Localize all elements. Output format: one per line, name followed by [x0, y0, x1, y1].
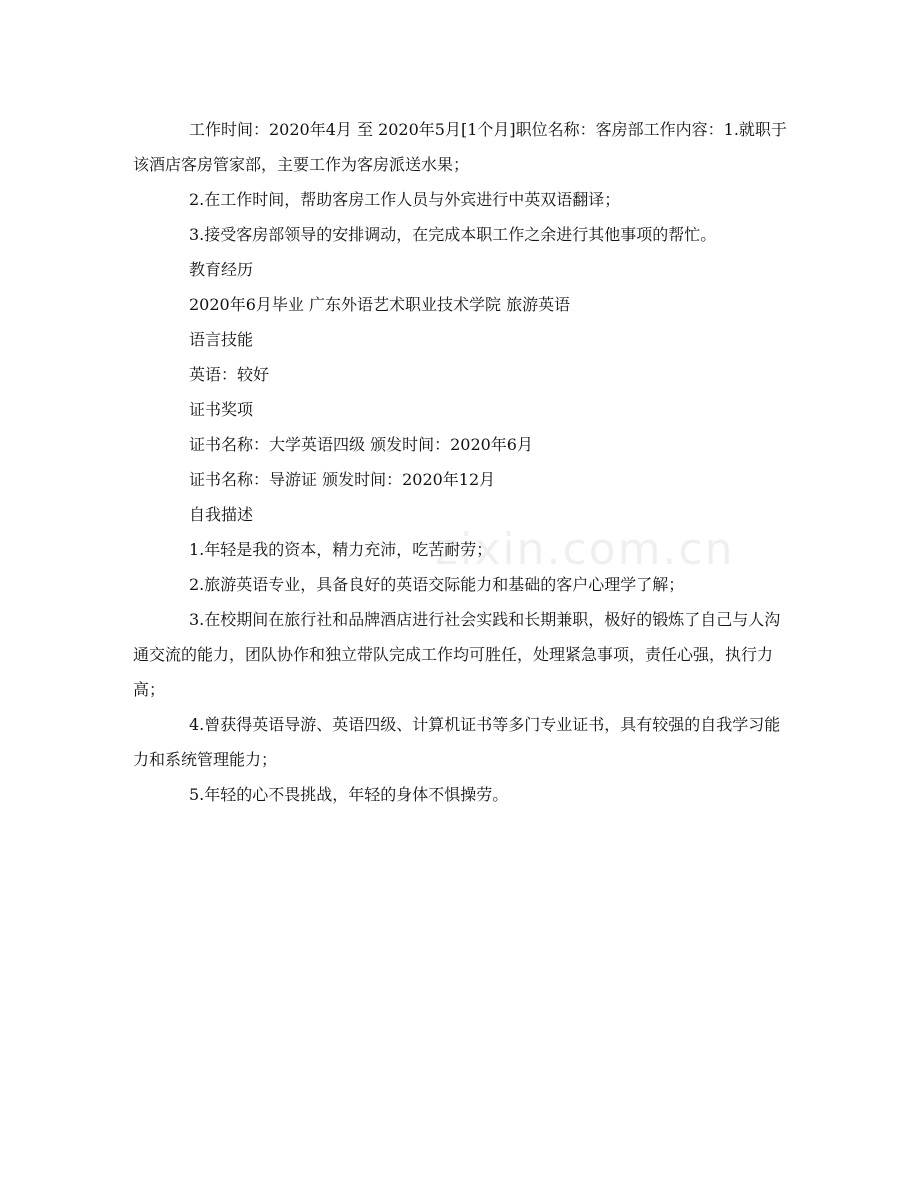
paragraph-self-2: 2.旅游英语专业，具备良好的英语交际能力和基础的客户心理学了解；	[189, 575, 685, 594]
paragraph-certificate-cet4: 证书名称：大学英语四级 颁发时间：2020年6月	[189, 435, 533, 454]
paragraph-education: 2020年6月毕业 广东外语艺术职业技术学院 旅游英语	[189, 295, 571, 314]
paragraph-work-time: 工作时间：2020年4月 至 2020年5月[1个月]职位名称：客房部工作内容：1.就职于该酒店客房管家部，主要工作为客房派送水果；	[133, 120, 787, 174]
watermark-text: zixin.com.cn	[435, 524, 735, 575]
paragraph-self-1: 1.年轻是我的资本，精力充沛，吃苦耐劳；	[189, 540, 493, 559]
heading-language-skills: 语言技能	[189, 330, 254, 349]
paragraph-work-item-3: 3.接受客房部领导的安排调动，在完成本职工作之余进行其他事项的帮忙。	[189, 225, 717, 244]
document-body	[133, 112, 793, 812]
paragraph-english-level: 英语：较好	[189, 365, 270, 384]
paragraph-work-item-2: 2.在工作时间，帮助客房工作人员与外宾进行中英双语翻译；	[189, 190, 621, 209]
heading-education: 教育经历	[189, 260, 254, 279]
heading-certificates: 证书奖项	[189, 400, 254, 419]
paragraph-self-3: 3.在校期间在旅行社和品牌酒店进行社会实践和长期兼职，极好的锻炼了自己与人沟通交流的能力，团队协作和独立带队完成工作均可胜任，处理紧急事项，责任心强，执行力高；	[133, 610, 781, 699]
paragraph-certificate-tour-guide: 证书名称：导游证 颁发时间：2020年12月	[189, 470, 496, 489]
paragraph-self-4: 4.曾获得英语导游、英语四级、计算机证书等多门专业证书，具有较强的自我学习能力和系统管理能力；	[133, 715, 781, 769]
paragraph-self-5: 5.年轻的心不畏挑战，年轻的身体不惧操劳。	[189, 785, 509, 804]
heading-self-description: 自我描述	[189, 505, 254, 524]
